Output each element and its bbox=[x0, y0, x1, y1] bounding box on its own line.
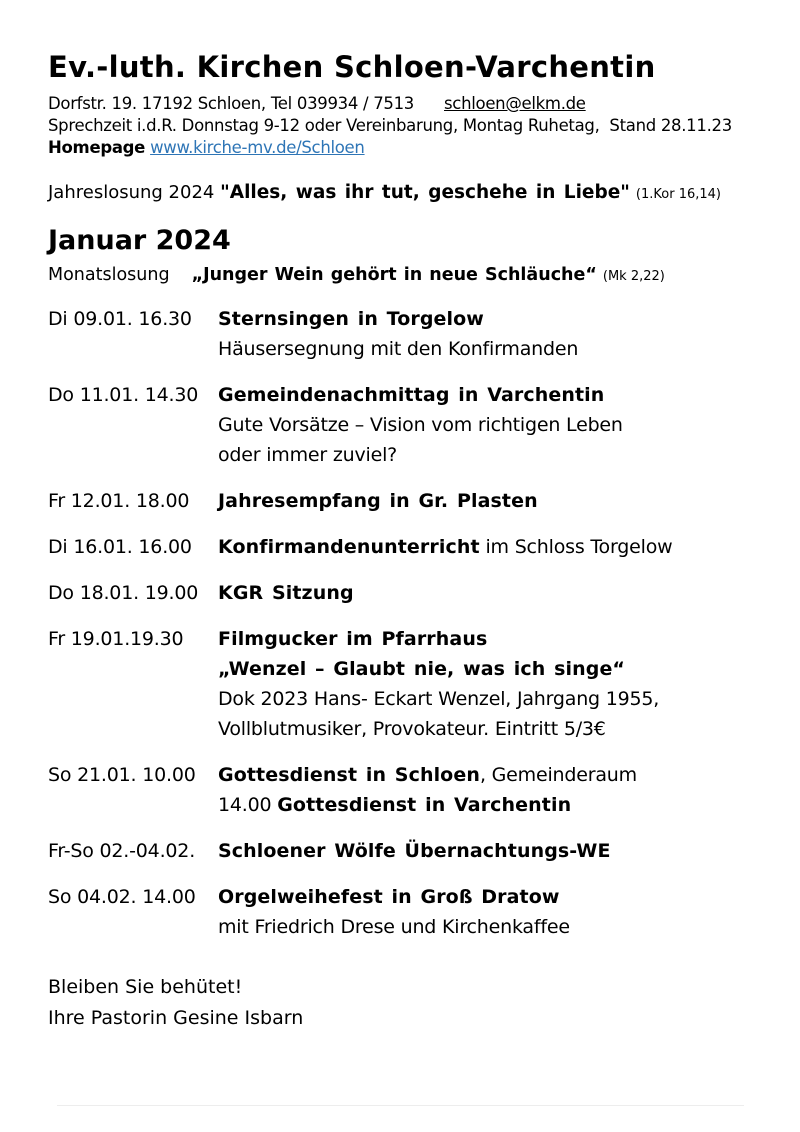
event-text-segment: Vollblutmusiker, Provokateur. Eintritt 5/3€ bbox=[218, 718, 606, 740]
event-line bbox=[218, 790, 750, 820]
event-line bbox=[218, 882, 750, 912]
jahreslosung-quote: "Alles, was ihr tut, geschehe in Liebe" bbox=[220, 182, 630, 203]
event-line bbox=[218, 836, 750, 866]
event-description bbox=[218, 380, 750, 470]
event-row bbox=[48, 836, 750, 866]
homepage-line bbox=[48, 137, 750, 159]
event-text-segment: 14.00 bbox=[218, 794, 278, 816]
event-line bbox=[218, 410, 750, 440]
event-text-segment: Häusersegnung mit den Konfirmanden bbox=[218, 338, 579, 360]
event-row bbox=[48, 578, 750, 608]
monatslosung-label: Monatslosung bbox=[48, 265, 170, 285]
event-text-segment: Gute Vorsätze – Vision vom richtigen Leben bbox=[218, 414, 623, 436]
event-title-segment: Sternsingen in Torgelow bbox=[218, 308, 484, 330]
event-date: Di 09.01. 16.30 bbox=[48, 308, 192, 330]
event-description bbox=[218, 836, 750, 866]
event-row bbox=[48, 380, 750, 470]
event-date: So 21.01. 10.00 bbox=[48, 764, 196, 786]
event-title-segment: Filmgucker im Pfarrhaus bbox=[218, 628, 488, 650]
homepage-link[interactable]: www.kirche-mv.de/Schloen bbox=[150, 138, 365, 157]
month-heading: Januar 2024 bbox=[48, 225, 231, 256]
event-line bbox=[218, 486, 750, 516]
event-line bbox=[218, 334, 750, 364]
closing-blessing: Bleiben Sie behütet! bbox=[48, 976, 243, 998]
event-line bbox=[218, 624, 750, 654]
event-date: Fr 12.01. 18.00 bbox=[48, 490, 190, 512]
event-description bbox=[218, 760, 750, 820]
event-line bbox=[218, 714, 750, 744]
jahreslosung-prefix: Jahreslosung 2024 bbox=[48, 182, 215, 203]
event-line bbox=[218, 440, 750, 470]
event-date: Fr-So 02.-04.02. bbox=[48, 840, 196, 862]
event-line bbox=[218, 654, 750, 684]
event-row bbox=[48, 486, 750, 516]
event-title-segment: KGR Sitzung bbox=[218, 582, 354, 604]
homepage-label: Homepage bbox=[48, 138, 146, 157]
event-line bbox=[218, 532, 750, 562]
event-description bbox=[218, 882, 750, 942]
event-text-segment: Dok 2023 Hans- Eckart Wenzel, Jahrgang 1955, bbox=[218, 688, 660, 710]
event-title-segment: Konfirmandenunterricht bbox=[218, 536, 480, 558]
monatslosung-line bbox=[48, 265, 750, 285]
monatslosung-reference: (Mk 2,22) bbox=[602, 269, 665, 284]
monatslosung-quote: „Junger Wein gehört in neue Schläuche“ bbox=[191, 265, 597, 285]
office-hours-text: Sprechzeit i.d.R. Donnstag 9-12 oder Vereinbarung, Montag Ruhetag, Stand 28.11.23 bbox=[48, 116, 732, 135]
jahreslosung-line bbox=[48, 182, 750, 203]
event-title-segment: Gottesdienst in Schloen bbox=[218, 764, 480, 786]
event-title-segment: Jahresempfang in Gr. Plasten bbox=[218, 490, 538, 512]
event-description bbox=[218, 532, 750, 562]
event-title-segment: Orgelweihefest in Groß Dratow bbox=[218, 886, 560, 908]
event-row bbox=[48, 760, 750, 820]
event-title-segment: Gemeindenachmittag in Varchentin bbox=[218, 384, 605, 406]
event-date: Fr 19.01.19.30 bbox=[48, 628, 184, 650]
closing-block bbox=[48, 972, 750, 1034]
closing-signature: Ihre Pastorin Gesine Isbarn bbox=[48, 1007, 304, 1029]
event-row bbox=[48, 304, 750, 364]
event-row bbox=[48, 532, 750, 562]
contact-address-line bbox=[48, 93, 750, 115]
address-text: Dorfstr. 19. 17192 Schloen, Tel 039934 / 7513 bbox=[48, 94, 415, 113]
event-text-segment: , Gemeinderaum bbox=[479, 764, 637, 786]
event-description bbox=[218, 486, 750, 516]
event-row bbox=[48, 624, 750, 744]
office-hours-line bbox=[48, 115, 750, 137]
page-edge-line bbox=[57, 1105, 744, 1106]
events-list bbox=[48, 304, 750, 942]
event-text-segment: im Schloss Torgelow bbox=[479, 536, 673, 558]
event-date: Di 16.01. 16.00 bbox=[48, 536, 192, 558]
event-date: Do 18.01. 19.00 bbox=[48, 582, 199, 604]
event-row bbox=[48, 882, 750, 942]
event-description bbox=[218, 578, 750, 608]
event-date: Do 11.01. 14.30 bbox=[48, 384, 199, 406]
event-title-segment: Gottesdienst in Varchentin bbox=[277, 794, 572, 816]
event-line bbox=[218, 684, 750, 714]
jahreslosung-reference: (1.Kor 16,14) bbox=[635, 187, 721, 202]
email-link[interactable]: schloen@elkm.de bbox=[444, 94, 586, 113]
event-title-segment: Schloener Wölfe Übernachtungs-WE bbox=[218, 840, 611, 862]
event-title-segment: „Wenzel – Glaubt nie, was ich singe“ bbox=[218, 658, 626, 680]
event-line bbox=[218, 380, 750, 410]
event-line bbox=[218, 578, 750, 608]
event-line bbox=[218, 760, 750, 790]
event-description bbox=[218, 304, 750, 364]
event-date: So 04.02. 14.00 bbox=[48, 886, 196, 908]
event-text-segment: oder immer zuviel? bbox=[218, 444, 398, 466]
event-line bbox=[218, 304, 750, 334]
event-line bbox=[218, 912, 750, 942]
page-title: Ev.-luth. Kirchen Schloen-Varchentin bbox=[48, 50, 656, 84]
event-text-segment: mit Friedrich Drese und Kirchenkaffee bbox=[218, 916, 570, 938]
event-description bbox=[218, 624, 750, 744]
